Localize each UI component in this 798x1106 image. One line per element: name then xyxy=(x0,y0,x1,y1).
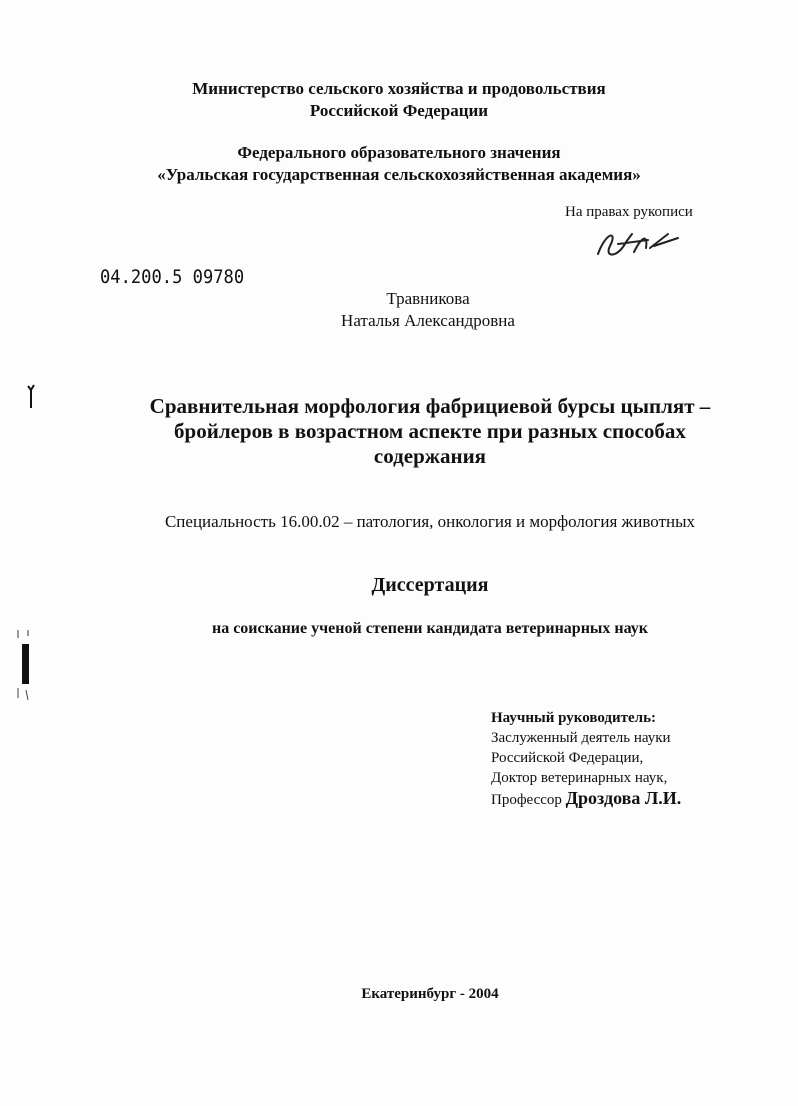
dissertation-title xyxy=(130,394,730,469)
supervisor-name: Дроздова Л.И. xyxy=(565,788,682,808)
institution-line-2: «Уральская государственная сельскохозяйственная академия» xyxy=(157,165,641,184)
registration-stamp: 04.200.5 09780 xyxy=(100,266,245,288)
document-type: Диссертация xyxy=(371,574,489,596)
supervisor-block xyxy=(491,708,681,810)
author-block xyxy=(0,288,798,332)
title-line-1: Сравнительная морфология фабрициевой бурсы цыплят – xyxy=(149,394,711,418)
ministry-block xyxy=(0,78,798,122)
scan-mark-top xyxy=(26,382,36,422)
author-surname: Травникова xyxy=(386,289,470,308)
supervisor-line-3: Доктор ветеринарных наук, xyxy=(491,770,668,786)
footer-city-year: Екатеринбург - 2004 xyxy=(361,986,499,1002)
signature-scribble xyxy=(588,224,684,264)
supervisor-line-1: Заслуженный деятель науки xyxy=(491,730,671,746)
title-line-3: содержания xyxy=(373,444,487,468)
institution-line-1: Федерального образовательного значения xyxy=(237,143,561,162)
author-given-names: Наталья Александровна xyxy=(341,311,515,330)
ministry-line-1: Министерство сельского хозяйства и продовольствия xyxy=(192,79,606,98)
scan-mark-margin xyxy=(14,628,36,704)
degree: на соискание ученой степени кандидата ветеринарных наук xyxy=(211,620,649,637)
supervisor-heading: Научный руководитель: xyxy=(491,710,656,726)
supervisor-line-4 xyxy=(491,788,681,810)
title-line-2: бройлеров в возрастном аспекте при разных способах xyxy=(174,419,686,443)
specialty: Специальность 16.00.02 – патология, онкология и морфология животных xyxy=(164,512,696,531)
rights-note: На правах рукописи xyxy=(565,204,693,220)
supervisor-line-2: Российской Федерации, xyxy=(491,750,644,766)
supervisor-title-prefix: Профессор xyxy=(491,792,562,808)
institution-block xyxy=(0,142,798,186)
ministry-line-2: Российской Федерации xyxy=(309,101,489,120)
